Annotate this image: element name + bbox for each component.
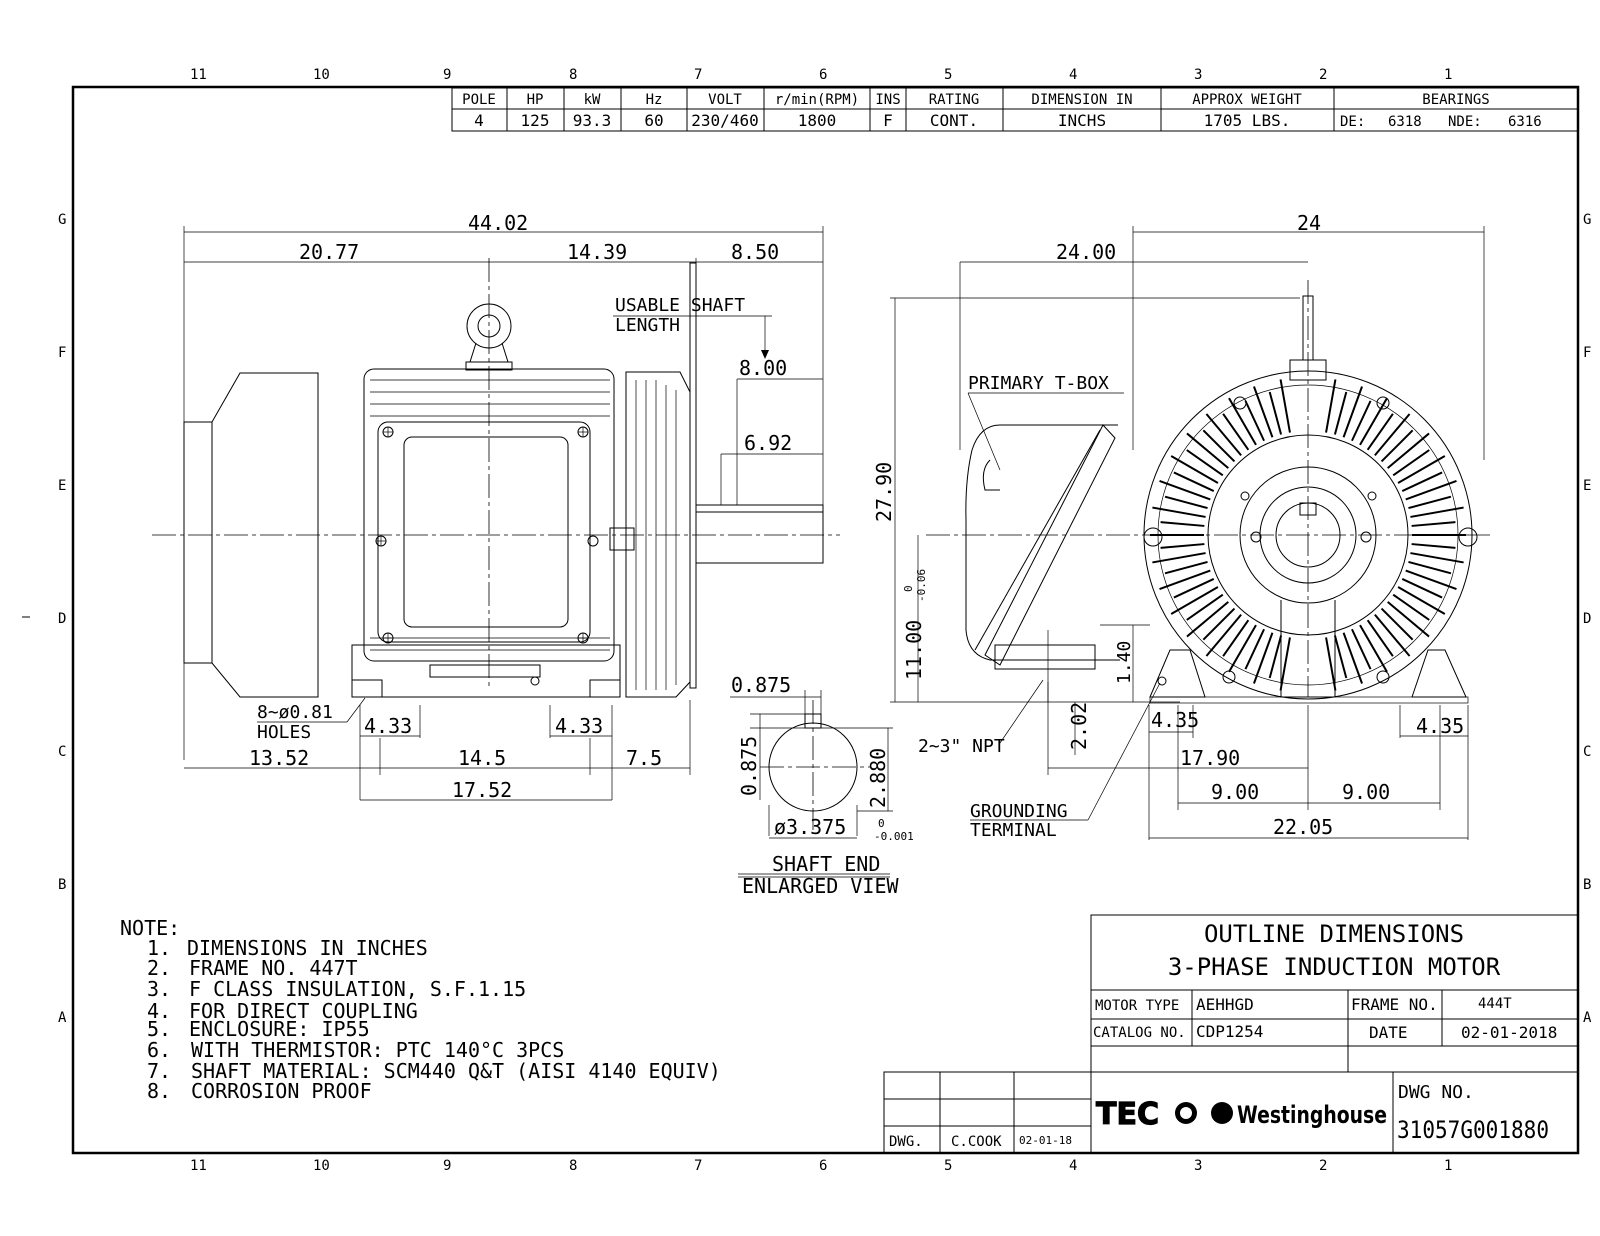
dim-overall-length: 44.02 xyxy=(468,211,529,235)
note-text-7: SHAFT MATERIAL: SCM440 Q&T (AISI 4140 EQUIV) xyxy=(191,1059,721,1083)
dim-length: LENGTH xyxy=(615,315,681,336)
cooling-fin xyxy=(1382,609,1413,640)
spec-head-weight: APPROX WEIGHT xyxy=(1192,92,1302,108)
note-num-5: 5. xyxy=(147,1017,172,1041)
cooling-fin xyxy=(1152,508,1205,517)
cooling-fin xyxy=(1388,433,1429,468)
spec-val-hz: 60 xyxy=(644,111,664,130)
spec-val-pole: 4 xyxy=(474,111,484,130)
frame-cooling-fins xyxy=(370,380,610,650)
zone-col-5-b: 5 xyxy=(944,1158,953,1174)
end-feet xyxy=(1150,650,1205,697)
cooling-fin xyxy=(1410,508,1463,517)
cooling-fin xyxy=(1171,587,1218,614)
zone-col-10-b: 10 xyxy=(313,1158,330,1174)
dim-height-27-90: 27.90 xyxy=(872,461,896,522)
spec-head-kw: kW xyxy=(583,92,601,108)
spec-val-rating: CONT. xyxy=(929,111,979,130)
note-num-6: 6. xyxy=(147,1038,172,1062)
zone-col-3: 3 xyxy=(1194,67,1203,83)
zone-row-a: A xyxy=(58,1010,67,1026)
note-text-8: CORROSION PROOF xyxy=(191,1079,372,1103)
dim-1-40: 1.40 xyxy=(1114,640,1135,684)
dim-14-39: 14.39 xyxy=(567,240,628,264)
shaft-end-title: SHAFT END xyxy=(772,852,881,876)
dim-6-92: 6.92 xyxy=(744,431,793,455)
spec-val-kw: 93.3 xyxy=(572,111,612,130)
spec-head-hp: HP xyxy=(526,92,544,108)
dim-shaft-diameter: ø3.375 xyxy=(774,815,847,839)
zone-col-2: 2 xyxy=(1319,67,1328,83)
rev-date: 02-01-18 xyxy=(1019,1134,1072,1147)
cooling-fin xyxy=(1187,595,1223,620)
end-view-dimensions xyxy=(872,211,1484,841)
spec-head-pole: POLE xyxy=(462,92,496,108)
zone-rows-left xyxy=(58,212,67,1026)
zone-col-3-b: 3 xyxy=(1194,1158,1203,1174)
note-num-7: 7. xyxy=(147,1059,172,1083)
zone-col-8: 8 xyxy=(569,67,578,83)
cooling-fin xyxy=(1229,625,1256,672)
spec-head-hz: Hz xyxy=(645,92,663,108)
cooling-fin xyxy=(1229,398,1256,445)
spec-val-rpm: 1800 xyxy=(797,111,837,130)
note-num-2: 2. xyxy=(147,956,172,980)
dim-7-5: 7.5 xyxy=(626,746,663,770)
bearing-nde-value: 6316 xyxy=(1508,114,1542,130)
dim-foot-left-4-33: 4.33 xyxy=(364,714,413,738)
dim-22-05: 22.05 xyxy=(1273,815,1334,839)
spec-head-ins: INS xyxy=(875,92,901,108)
motor-shaft-side xyxy=(696,505,823,563)
dim-end-24-00: 24.00 xyxy=(1056,240,1117,264)
cooling-fin xyxy=(1408,497,1451,508)
cooling-fin xyxy=(1375,615,1410,656)
zone-col-7: 7 xyxy=(694,67,703,83)
motor-type-value: AEHHGD xyxy=(1196,995,1254,1014)
rev-by: C.COOK xyxy=(951,1134,1002,1150)
zone-row-e-r: E xyxy=(1583,478,1592,494)
note-text-1: DIMENSIONS IN INCHES xyxy=(187,936,428,960)
spec-head-rating: RATING xyxy=(928,92,980,108)
cooling-fin xyxy=(1375,414,1410,455)
zone-row-g: G xyxy=(58,212,67,228)
note-num-4: 4. xyxy=(147,999,172,1023)
cooling-fin xyxy=(1410,553,1463,562)
cooling-fin xyxy=(1206,414,1241,455)
dim-17-90: 17.90 xyxy=(1180,746,1241,770)
logo-w: W xyxy=(1215,1105,1232,1123)
zone-row-d-r: D xyxy=(1583,611,1592,627)
note-text-5: ENCLOSURE: IP55 xyxy=(189,1017,370,1041)
cooling-fin xyxy=(1412,544,1456,548)
spec-head-bearings: BEARINGS xyxy=(1422,92,1490,108)
rev-dwg-label: DWG. xyxy=(889,1134,923,1150)
end-bracket xyxy=(610,372,690,697)
cooling-fin xyxy=(1203,430,1234,461)
zone-col-9: 9 xyxy=(443,67,452,83)
logo-teco: TEC xyxy=(1096,1097,1159,1132)
zone-row-d: D xyxy=(58,611,67,627)
dim-2-02: 2.02 xyxy=(1067,701,1091,750)
cooling-fin xyxy=(1408,562,1451,573)
note-num-3: 3. xyxy=(147,977,172,1001)
frame-no-label: FRAME NO. xyxy=(1351,995,1438,1014)
spec-val-dimension: INCHS xyxy=(1057,111,1107,130)
dwg-no-label: DWG NO. xyxy=(1398,1082,1474,1103)
dim-17-52: 17.52 xyxy=(452,778,513,802)
catalog-no-label: CATALOG NO. xyxy=(1093,1025,1186,1041)
notes-block xyxy=(120,916,721,1103)
cooling-fin xyxy=(1171,456,1218,483)
cooling-fin xyxy=(1270,635,1281,678)
logo-westinghouse: Westinghouse xyxy=(1237,1101,1387,1129)
cooling-fin xyxy=(1326,637,1335,690)
spec-head-dimension: DIMENSION IN xyxy=(1031,92,1133,108)
cooling-fin xyxy=(1281,379,1290,432)
dim-shaft-tol-upper: 0 xyxy=(878,817,885,830)
dim-8-50: 8.50 xyxy=(731,240,780,264)
dim-height-tol-006: -0.06 xyxy=(915,568,928,602)
zone-col-1: 1 xyxy=(1444,67,1453,83)
title-3phase-motor: 3-PHASE INDUCTION MOTOR xyxy=(1167,953,1501,981)
dim-13-52: 13.52 xyxy=(249,746,310,770)
bearing-de-value: 6318 xyxy=(1388,114,1422,130)
zone-col-5: 5 xyxy=(944,67,953,83)
dim-11-00: 11.00 xyxy=(902,619,926,680)
date-value: 02-01-2018 xyxy=(1461,1023,1558,1042)
dwg-no-value: 31057G001880 xyxy=(1397,1116,1549,1144)
grounding-label: GROUNDING xyxy=(970,801,1068,822)
zone-row-b-r: B xyxy=(1583,877,1592,893)
cooling-fin xyxy=(1187,433,1228,468)
zone-col-4: 4 xyxy=(1069,67,1078,83)
zone-row-g-r: G xyxy=(1583,212,1592,228)
bearing-nde-label: NDE: xyxy=(1448,114,1482,130)
cooling-fin xyxy=(1368,414,1393,450)
terminal-label: TERMINAL xyxy=(970,820,1057,841)
zone-col-2-b: 2 xyxy=(1319,1158,1328,1174)
primary-tbox-label: PRIMARY T-BOX xyxy=(968,373,1109,394)
terminal-box-side xyxy=(378,422,590,642)
title-block xyxy=(884,915,1578,1153)
cooling-fin xyxy=(1368,620,1393,656)
cooling-fin xyxy=(1165,562,1208,573)
cooling-fin xyxy=(1152,553,1205,562)
dim-key-width: 0.875 xyxy=(731,673,792,697)
spec-val-hp: 125 xyxy=(520,111,550,130)
spec-head-volt: VOLT xyxy=(708,92,742,108)
end-view-motor xyxy=(926,280,1492,703)
zone-row-e: E xyxy=(58,478,67,494)
cooling-fin xyxy=(1187,602,1228,637)
spec-head-rpm: r/min(RPM) xyxy=(774,92,860,108)
note-text-2: FRAME NO. 447T xyxy=(189,956,358,980)
cooling-fin xyxy=(1398,456,1445,483)
teco-westinghouse-logo xyxy=(1096,1097,1387,1132)
zone-col-8-b: 8 xyxy=(569,1158,578,1174)
dim-end-24: 24 xyxy=(1297,211,1322,235)
flange-plate xyxy=(690,263,696,688)
note-text-4: FOR DIRECT COUPLING xyxy=(189,999,418,1023)
spec-val-ins: F xyxy=(883,111,893,130)
zone-row-f-r: F xyxy=(1583,345,1592,361)
zone-col-10: 10 xyxy=(313,67,330,83)
bearing-de-label: DE: xyxy=(1340,114,1366,130)
spec-val-volt: 230/460 xyxy=(691,111,759,130)
dim-14-5: 14.5 xyxy=(458,746,507,770)
zone-columns-bottom xyxy=(190,1158,1452,1174)
dim-shaft-tol-lower: -0.001 xyxy=(874,830,914,843)
zone-row-a-r: A xyxy=(1583,1010,1592,1026)
dim-holes-label: 8~ø0.81 xyxy=(257,702,333,723)
cooling-fin xyxy=(1393,450,1429,475)
zone-col-4-b: 4 xyxy=(1069,1158,1078,1174)
cooling-fin xyxy=(1393,595,1429,620)
cooling-fin xyxy=(1203,609,1234,640)
spec-table xyxy=(452,88,1578,131)
note-num-8: 8. xyxy=(147,1079,172,1103)
dim-8-00: 8.00 xyxy=(739,356,788,380)
dim-key-height: 0.875 xyxy=(737,735,761,796)
cooling-fin xyxy=(1187,450,1223,475)
note-text-3: F CLASS INSULATION, S.F.1.15 xyxy=(189,977,527,1001)
zone-col-7-b: 7 xyxy=(694,1158,703,1174)
cooling-fin xyxy=(1270,392,1281,435)
catalog-no-value: CDP1254 xyxy=(1196,1022,1264,1041)
cooling-fin xyxy=(1360,398,1387,445)
note-num-1: 1. xyxy=(147,936,172,960)
zone-rows-right xyxy=(1583,212,1592,1026)
cooling-fin xyxy=(1382,430,1413,461)
dim-9-00-left: 9.00 xyxy=(1211,780,1260,804)
cooling-fin xyxy=(1223,414,1248,450)
zone-col-11: 11 xyxy=(190,67,207,83)
dim-9-00-right: 9.00 xyxy=(1342,780,1391,804)
dim-end-foot-right: 4.35 xyxy=(1416,714,1465,738)
cooling-fin xyxy=(1165,497,1208,508)
zone-col-1-b: 1 xyxy=(1444,1158,1453,1174)
cooling-fin xyxy=(1360,625,1387,672)
side-view-dimensions xyxy=(184,211,823,802)
cooling-fin xyxy=(1335,635,1346,678)
cooling-fin xyxy=(1398,587,1445,614)
motor-type-label: MOTOR TYPE xyxy=(1095,998,1180,1014)
frame-no-value: 444T xyxy=(1478,996,1512,1012)
cooling-fin xyxy=(1206,615,1241,656)
cooling-fin xyxy=(1335,392,1346,435)
zone-col-9-b: 9 xyxy=(443,1158,452,1174)
zone-row-c-r: C xyxy=(1583,744,1592,760)
dim-foot-right-4-33: 4.33 xyxy=(555,714,604,738)
npt-label: 2~3" NPT xyxy=(918,736,1005,757)
notes-title: NOTE: xyxy=(120,916,181,940)
note-text-6: WITH THERMISTOR: PTC 140°C 3PCS xyxy=(191,1038,565,1062)
cooling-fin xyxy=(1326,379,1335,432)
zone-col-6-b: 6 xyxy=(819,1158,828,1174)
dim-holes-label-2: HOLES xyxy=(257,722,312,743)
cooling-fin xyxy=(1161,544,1205,548)
cooling-fin xyxy=(1161,522,1205,526)
motor-feet xyxy=(352,645,620,697)
dim-key-depth: 2.880 xyxy=(866,747,890,808)
cooling-fin xyxy=(1281,637,1290,690)
shaft-end-subtitle: ENLARGED VIEW xyxy=(742,874,899,898)
cooling-fin xyxy=(1388,602,1429,637)
shaft-end-view xyxy=(730,673,914,898)
zone-row-b: B xyxy=(58,877,67,893)
dim-end-foot-left: 4.35 xyxy=(1151,708,1200,732)
zone-columns-top xyxy=(190,67,1452,83)
date-label: DATE xyxy=(1369,1023,1408,1042)
cooling-fin xyxy=(1412,522,1456,526)
cooling-fin xyxy=(1223,620,1248,656)
zone-col-6: 6 xyxy=(819,67,828,83)
dim-20-77: 20.77 xyxy=(299,240,360,264)
title-outline-dimensions: OUTLINE DIMENSIONS xyxy=(1203,920,1465,948)
zone-col-11-b: 11 xyxy=(190,1158,207,1174)
zone-row-c: C xyxy=(58,744,67,760)
dim-height-tol-0: 0 xyxy=(902,585,915,592)
dim-usable-shaft: USABLE SHAFT xyxy=(615,295,746,316)
spec-val-weight: 1705 LBS. xyxy=(1203,111,1291,130)
zone-row-f: F xyxy=(58,345,67,361)
